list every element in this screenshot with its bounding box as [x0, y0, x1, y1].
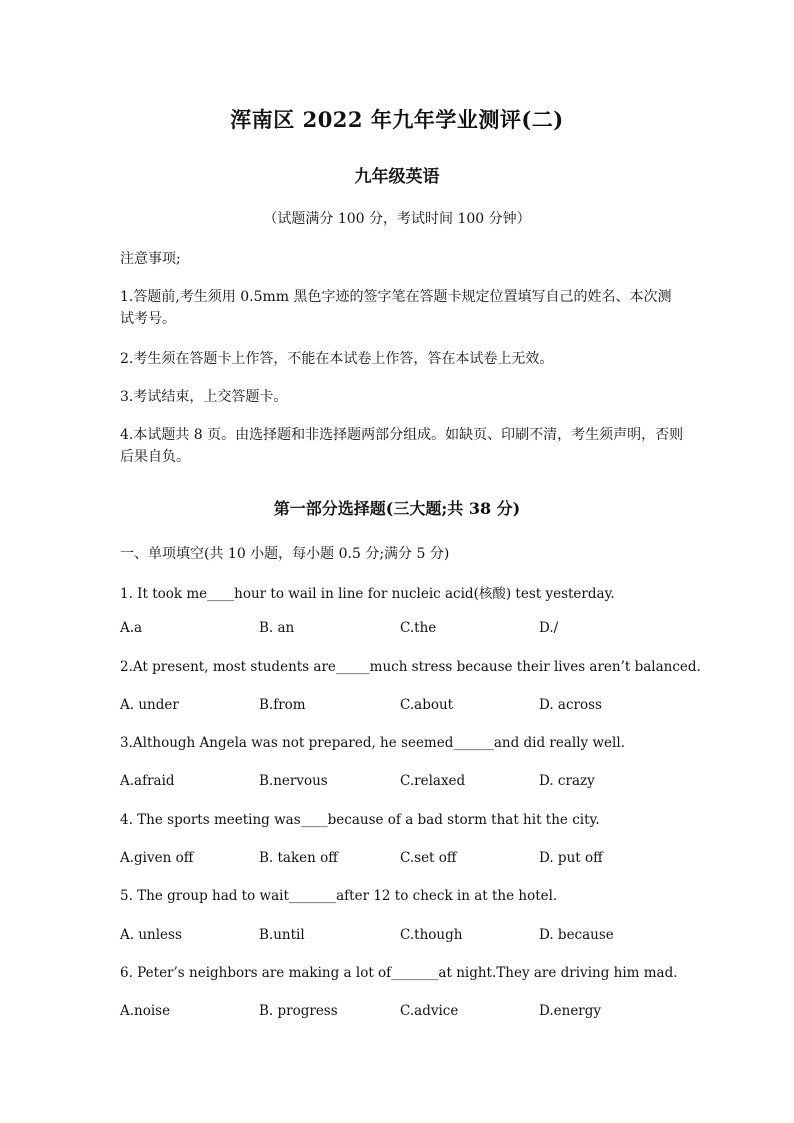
exam-info: （试题满分 100 分，考试时间 100 分钟）: [263, 211, 531, 227]
option-a: A.noise: [120, 1003, 171, 1019]
option-d: D. put off: [539, 850, 603, 866]
section1-title: 一、单项填空(共 10 小题，每小题 0.5 分;满分 5 分): [120, 546, 450, 562]
option-c: C.about: [400, 697, 454, 713]
question-stem: 1. It took me____hour to wail in line for nucleic acid(核酸) test yesterday.: [120, 586, 615, 602]
option-c: C.relaxed: [400, 773, 466, 789]
note-item-1: 1.答题前,考生须用 0.5mm 黑色字迹的签字笔在答题卡规定位置填写自己的姓名、本次测试考号。: [120, 289, 672, 327]
question-stem: 3.Although Angela was not prepared, he seemed______and did really well.: [120, 735, 625, 751]
exam-subtitle: 九年级英语: [354, 167, 440, 187]
option-a: A.afraid: [120, 773, 175, 789]
option-a: A.a: [120, 620, 143, 636]
option-a: A.given off: [120, 850, 194, 866]
question-stem: 4. The sports meeting was____because of a bad storm that hit the city.: [120, 812, 600, 828]
option-d: D./: [539, 620, 559, 636]
note-item-4: 4.本试题共 8 页。由选择题和非选择题两部分组成。如缺页、印刷不清，考生须声明，否则后果自负。: [120, 427, 684, 465]
note-item-3: 3.考试结束，上交答题卡。: [120, 389, 288, 405]
exam-title: 浑南区 2022 年九年学业测评(二): [230, 107, 564, 132]
question-options: [120, 927, 680, 949]
question-options: [120, 773, 680, 795]
option-c: C.though: [400, 927, 463, 943]
question-options: [120, 697, 680, 719]
option-d: D. crazy: [539, 773, 595, 789]
option-b: B. taken off: [259, 850, 338, 866]
option-b: B. an: [259, 620, 295, 636]
option-b: B.from: [259, 697, 306, 713]
option-c: C.advice: [400, 1003, 459, 1019]
option-c: C.the: [400, 620, 437, 636]
option-c: C.set off: [400, 850, 457, 866]
option-d: D. because: [539, 927, 614, 943]
option-b: B.nervous: [259, 773, 328, 789]
question-stem: 2.At present, most students are_____much stress because their lives aren’t balanced.: [120, 659, 701, 675]
question-stem: 6. Peter’s neighbors are making a lot of_______at night.They are driving him mad.: [120, 965, 678, 981]
option-a: A. unless: [120, 927, 182, 943]
question-options: [120, 850, 680, 872]
part1-title: 第一部分选择题(三大题;共 38 分): [273, 499, 521, 518]
option-b: B. progress: [259, 1003, 338, 1019]
note-item-2: 2.考生须在答题卡上作答，不能在本试卷上作答，答在本试卷上无效。: [120, 351, 554, 367]
option-d: D.energy: [539, 1003, 602, 1019]
option-b: B.until: [259, 927, 305, 943]
question-options: [120, 620, 680, 642]
question-stem: 5. The group had to wait_______after 12 to check in at the hotel.: [120, 888, 558, 904]
question-options: [120, 1003, 680, 1025]
notes-heading: 注意事项;: [120, 251, 181, 267]
option-d: D. across: [539, 697, 602, 713]
option-a: A. under: [120, 697, 179, 713]
